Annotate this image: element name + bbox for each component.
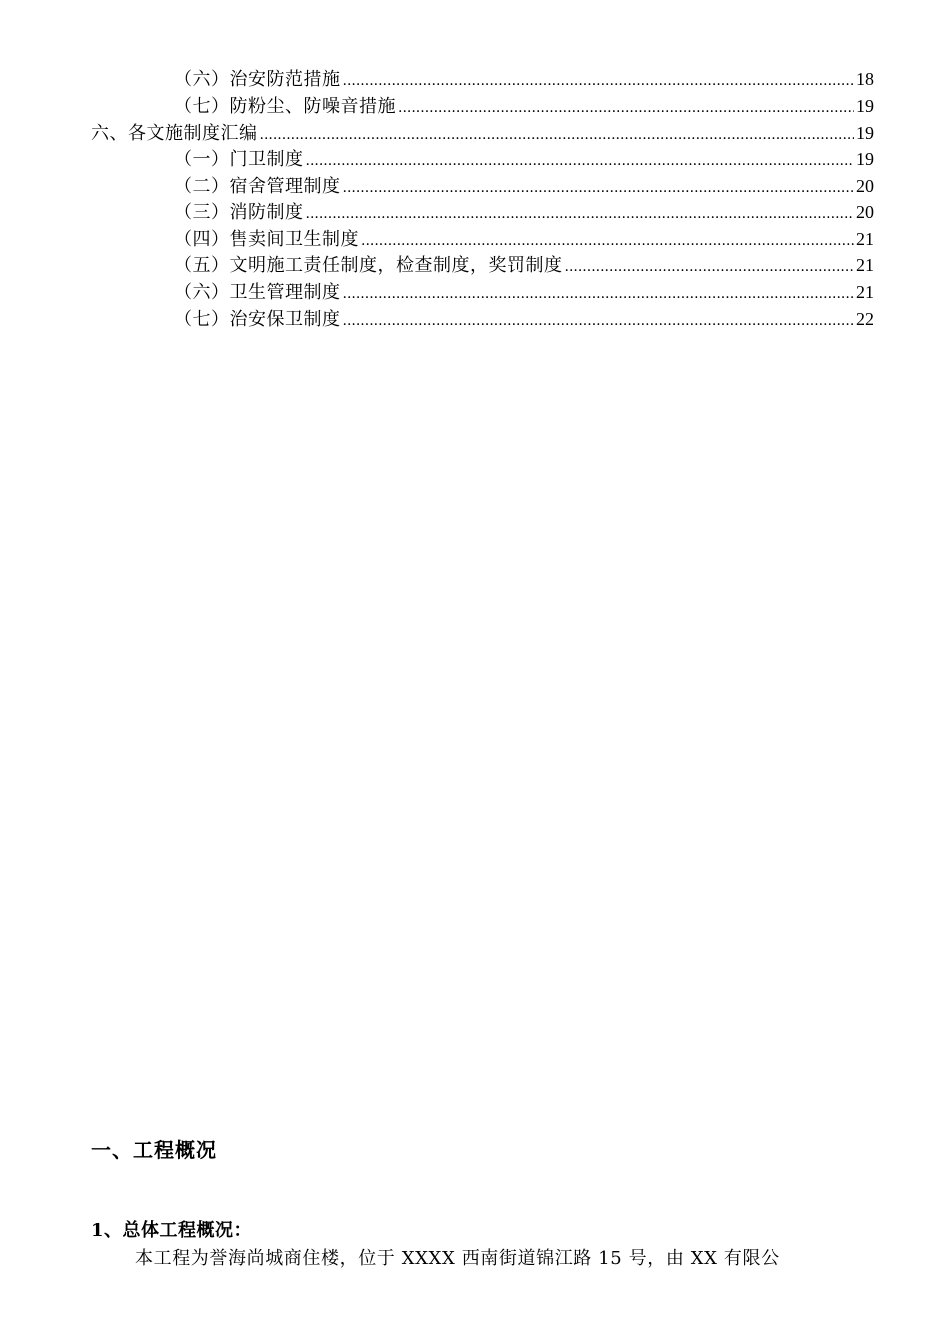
body-paragraph: 本工程为誉海尚城商住楼，位于 XXXX 西南街道锦江路 15 号，由 XX 有限公 [135, 1248, 780, 1269]
toc-entry[interactable] [174, 199, 874, 225]
toc-entry-page: 21 [856, 255, 874, 275]
toc-entry-page: 22 [856, 309, 874, 329]
toc-entry-chapter[interactable] [91, 120, 874, 146]
toc-entry[interactable] [174, 93, 874, 119]
toc-entry[interactable] [174, 146, 874, 172]
toc-entry-title: （四）售卖间卫生制度 [174, 229, 359, 250]
toc-entry[interactable] [174, 173, 874, 199]
toc-entry-page: 18 [856, 69, 874, 89]
toc-dot-leader [260, 122, 855, 146]
toc-entry[interactable] [174, 252, 874, 278]
toc-entry-title: （三）消防制度 [174, 202, 304, 223]
toc-entry-title: （六）卫生管理制度 [174, 282, 341, 303]
toc-entry-page: 19 [856, 123, 874, 143]
toc-entry[interactable] [174, 306, 874, 332]
toc-entry-page: 19 [856, 149, 874, 169]
toc-entry-title: （七）防粉尘、防噪音措施 [174, 96, 396, 117]
toc-entry[interactable] [174, 66, 874, 92]
toc-dot-leader [306, 201, 855, 225]
toc-dot-leader [361, 228, 854, 252]
toc-entry-title: （六）治安防范措施 [174, 69, 341, 90]
toc-entry-page: 21 [856, 229, 874, 249]
toc-entry-title: （一）门卫制度 [174, 149, 304, 170]
toc-entry-title: 六、各文施制度汇编 [91, 123, 258, 144]
toc-entry-page: 20 [856, 202, 874, 222]
toc-dot-leader [343, 281, 855, 305]
toc-dot-leader [398, 95, 854, 119]
toc-dot-leader [343, 308, 855, 332]
toc-entry-title: （五）文明施工责任制度，检查制度，奖罚制度 [174, 255, 563, 276]
toc-entry[interactable] [174, 226, 874, 252]
toc-entry-page: 20 [856, 176, 874, 196]
section-heading: 一、工程概况 [91, 1138, 217, 1162]
toc-dot-leader [343, 68, 855, 92]
toc-entry-title: （七）治安保卫制度 [174, 309, 341, 330]
toc-entry-page: 21 [856, 282, 874, 302]
sub-heading: 1、总体工程概况： [91, 1220, 253, 1241]
toc-entry-page: 19 [856, 96, 874, 116]
toc-entry[interactable] [174, 279, 874, 305]
toc-entry-title: （二）宿舍管理制度 [174, 176, 341, 197]
toc-dot-leader [306, 148, 855, 172]
toc-dot-leader [565, 254, 855, 278]
toc-dot-leader [343, 175, 855, 199]
